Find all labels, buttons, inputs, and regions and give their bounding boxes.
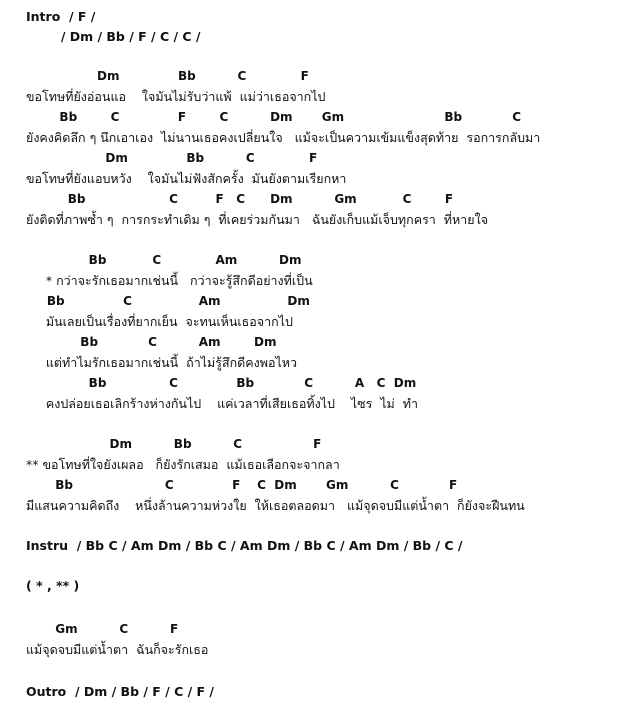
lyric-line: ยังติดที่ภาพซ้ำ ๆ การกระทำเดิม ๆ ที่เคยร่วมกันมา ฉันยังเก็บแม้เจ็บทุกครา ที่หายใจ [26,212,489,227]
section-line: Instru / Bb C / Am Dm / Bb C / Am Dm / Bb C / Am Dm / Bb / C / [26,538,463,553]
lyric-line: มันเลยเป็นเรื่องที่ยากเย็น จะทนเห็นเธอจากไป [26,314,293,329]
chord-line: Gm C F [26,622,179,636]
chord-line: Bb C F C Dm Gm C F [26,478,458,492]
chord-line: Dm Bb C F [26,69,309,83]
chord-line: Bb C F C Dm Gm C F [26,192,454,206]
lyric-line: ยังคงคิดลึก ๆ นึกเอาเอง ไม่นานเธอคงเปลี่ยนใจ แม้จะเป็นความเข้มแข็งสุดท้าย รอการกลับมา [26,130,541,145]
lyric-line: ขอโทษที่ยังแอบหวัง ใจมันไม่ฟังสักครั้ง มันยังตามเรียกหา [26,171,347,186]
section-line: / Dm / Bb / F / C / C / [26,29,201,44]
chord-line: Bb C Am Dm [26,294,310,308]
lyric-line: แม้จุดจบมีแต่น้ำตา ฉันก็จะรักเธอ [26,642,209,657]
lyric-line: ขอโทษที่ยังอ่อนแอ ใจมันไม่รับว่าแพ้ แม่ว่าเธอจากไป [26,89,326,104]
chord-line: Bb C F C Dm Gm Bb C [26,110,522,124]
chord-line: Bb C Am Dm [26,253,302,267]
chord-line: Dm Bb C F [26,151,318,165]
chord-line: Bb C Bb C A C Dm [26,376,417,390]
section-line: Outro / Dm / Bb / F / C / F / [26,684,214,699]
section-line: Intro / F / [26,9,96,24]
section-line: ( * , ** ) [26,578,80,593]
chord-line: Dm Bb C F [26,437,322,451]
chord-line: Bb C Am Dm [26,335,277,349]
lyric-line: แต่ทำไมรักเธอมากเช่นนี้ ถ้าไม่รู้สึกดีคงพอไหว [26,355,298,370]
lyric-line: คงปล่อยเธอเลิกร้างห่างกันไป แค่เวลาที่เสียเธอทิ้งไป ไซร ไม่ ทำ [26,396,418,411]
lyric-line: ** ขอโทษที่ใจยังเผลอ ก็ยังรักเสมอ แม้เธอเลือกจะจากลา [26,457,340,472]
lyric-line: * กว่าจะรักเธอมากเช่นนี้ กว่าจะรู้สึกดีอย่างที่เป็น [26,273,313,288]
lyric-line: มีแสนความคิดถึง หนึ่งล้านความห่วงใย ให้เธอตลอดมา แม้จุดจบมีแต่น้ำตา ก็ยังจะฝืนทน [26,498,525,513]
